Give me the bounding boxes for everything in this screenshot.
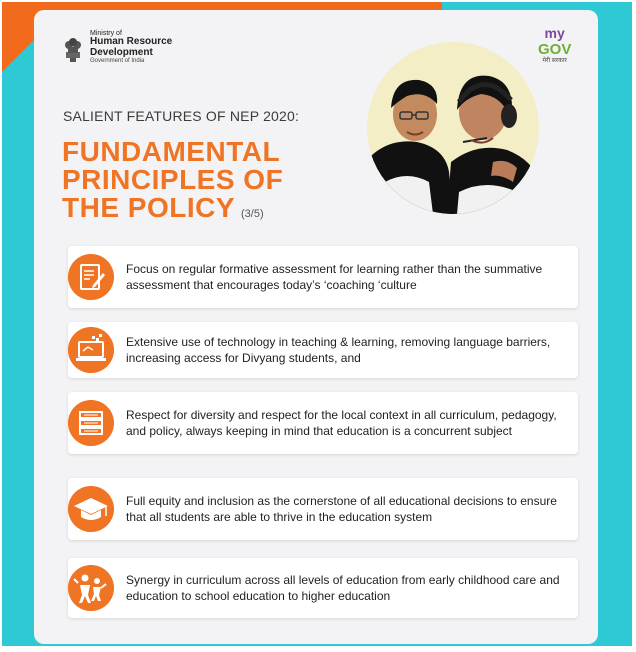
ministry-line1: Ministry of xyxy=(90,30,122,37)
mygov-gov: GOV xyxy=(538,41,572,58)
mygov-logo xyxy=(538,26,571,64)
subtitle: SALIENT FEATURES OF NEP 2020: xyxy=(63,108,300,124)
feature-item-diversity xyxy=(68,392,578,454)
feature-item-equity xyxy=(68,478,578,540)
feature-item-synergy xyxy=(68,558,578,618)
mygov-hindi: मेरी सरकार xyxy=(542,58,567,64)
children-icon xyxy=(68,565,114,611)
feature-text: Full equity and inclusion as the cornerstone of all educational decisions to ensure that all students are able to thrive in the education system xyxy=(126,494,557,524)
graduation-cap-icon xyxy=(68,486,114,532)
ministry-line4: Government of India xyxy=(90,58,145,65)
title-line3: THE POLICY xyxy=(62,192,236,223)
ministry-line3: Development xyxy=(90,46,153,58)
assessment-icon xyxy=(68,254,114,300)
students-photo xyxy=(367,42,539,214)
feature-text: Extensive use of technology in teaching & learning, removing language barriers, increasing access for Divyang students, and xyxy=(126,335,551,365)
emblem-icon xyxy=(62,32,84,64)
page-indicator: (3/5) xyxy=(241,208,264,220)
students-illustration xyxy=(367,42,539,214)
technology-icon xyxy=(68,327,114,373)
ministry-logo-text xyxy=(90,30,172,65)
title-line2: PRINCIPLES OF xyxy=(62,164,284,195)
page-title xyxy=(62,138,283,228)
books-icon xyxy=(68,400,114,446)
feature-text: Respect for diversity and respect for the local context in all curriculum, pedagogy, and policy, always keeping in mind that education is a concurrent subject xyxy=(126,408,557,438)
ministry-line2: Human Resource xyxy=(90,36,173,48)
title-line1: FUNDAMENTAL xyxy=(62,136,281,167)
feature-text: Synergy in curriculum across all levels of education from early childhood care and education to school education to higher education xyxy=(126,573,560,603)
feature-item-assessment xyxy=(68,246,578,308)
feature-item-technology xyxy=(68,322,578,378)
mygov-my: my xyxy=(544,25,565,41)
feature-text: Focus on regular formative assessment for learning rather than the summative assessment that encourages today’s ‘coaching ‘culture xyxy=(126,262,543,292)
